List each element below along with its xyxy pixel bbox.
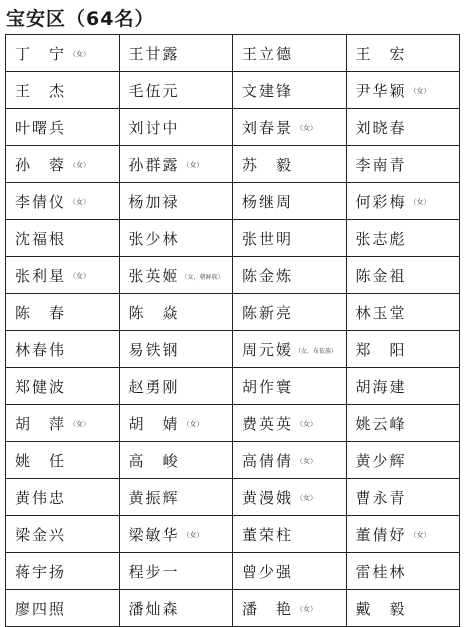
person-name: 张志彪 bbox=[355, 229, 407, 248]
person-name: 潘灿森 bbox=[128, 599, 180, 618]
person-note: （女） bbox=[296, 494, 318, 502]
person-name: 毛伍元 bbox=[128, 81, 180, 100]
table-row bbox=[6, 479, 460, 516]
name-cell bbox=[233, 294, 347, 331]
person-note: （女） bbox=[69, 50, 91, 58]
name-cell bbox=[119, 442, 233, 479]
name-cell bbox=[233, 590, 347, 627]
person-name: 陈 春 bbox=[15, 303, 67, 322]
table-row bbox=[6, 294, 460, 331]
person-note: （女） bbox=[69, 198, 91, 206]
name-cell bbox=[6, 516, 120, 553]
person-name: 雷桂林 bbox=[355, 562, 407, 581]
name-cell bbox=[6, 35, 120, 72]
name-cell bbox=[6, 183, 120, 220]
person-name: 沈福根 bbox=[15, 229, 67, 248]
name-list-table bbox=[5, 34, 460, 627]
name-cell bbox=[233, 109, 347, 146]
name-cell bbox=[346, 590, 460, 627]
name-cell bbox=[346, 405, 460, 442]
name-cell bbox=[6, 553, 120, 590]
person-name: 何彩梅 bbox=[355, 192, 407, 211]
person-name: 黄少辉 bbox=[355, 451, 407, 470]
person-name: 刘晓春 bbox=[355, 118, 407, 137]
person-name: 陈 焱 bbox=[128, 303, 180, 322]
person-note: （女） bbox=[69, 420, 91, 428]
name-cell bbox=[6, 590, 120, 627]
person-name: 高 峻 bbox=[128, 451, 180, 470]
name-cell bbox=[346, 331, 460, 368]
person-name: 赵勇刚 bbox=[128, 377, 180, 396]
person-name: 张少林 bbox=[128, 229, 180, 248]
table-row bbox=[6, 590, 460, 627]
name-cell bbox=[233, 183, 347, 220]
person-note: （女） bbox=[296, 605, 318, 613]
name-cell bbox=[233, 516, 347, 553]
name-cell bbox=[119, 109, 233, 146]
table-row bbox=[6, 331, 460, 368]
name-cell bbox=[233, 479, 347, 516]
person-name: 费英英 bbox=[242, 414, 294, 433]
person-name: 丁 宁 bbox=[15, 44, 67, 63]
person-note: （女） bbox=[296, 124, 318, 132]
person-name: 王甘露 bbox=[128, 44, 180, 63]
table-row bbox=[6, 220, 460, 257]
name-cell bbox=[233, 368, 347, 405]
name-cell bbox=[346, 72, 460, 109]
name-cell bbox=[119, 331, 233, 368]
name-cell bbox=[233, 146, 347, 183]
person-name: 林玉堂 bbox=[355, 303, 407, 322]
name-cell bbox=[6, 294, 120, 331]
person-name: 姚云峰 bbox=[355, 414, 407, 433]
person-name: 杨继周 bbox=[242, 192, 294, 211]
name-cell bbox=[119, 405, 233, 442]
name-cell bbox=[119, 35, 233, 72]
person-name: 叶曙兵 bbox=[15, 118, 67, 137]
name-list-body bbox=[6, 35, 460, 627]
name-cell bbox=[346, 516, 460, 553]
name-cell bbox=[346, 294, 460, 331]
person-note: （女） bbox=[182, 531, 204, 539]
person-name: 刘春景 bbox=[242, 118, 294, 137]
person-name: 刘讨中 bbox=[128, 118, 180, 137]
person-name: 梁敏华 bbox=[128, 525, 180, 544]
person-name: 曾少强 bbox=[242, 562, 294, 581]
name-cell bbox=[6, 331, 120, 368]
name-cell bbox=[233, 331, 347, 368]
person-name: 程步一 bbox=[128, 562, 180, 581]
name-cell bbox=[233, 220, 347, 257]
person-name: 孙群露 bbox=[128, 155, 180, 174]
table-row bbox=[6, 35, 460, 72]
name-cell bbox=[119, 146, 233, 183]
person-name: 梁金兴 bbox=[15, 525, 67, 544]
name-cell bbox=[233, 442, 347, 479]
document-title: 宝安区（64名） bbox=[6, 8, 155, 30]
name-cell bbox=[233, 405, 347, 442]
name-cell bbox=[233, 35, 347, 72]
table-row bbox=[6, 405, 460, 442]
name-cell bbox=[346, 146, 460, 183]
person-name: 王立德 bbox=[242, 44, 294, 63]
name-cell bbox=[346, 109, 460, 146]
table-row bbox=[6, 516, 460, 553]
person-note: （女） bbox=[182, 420, 204, 428]
person-name: 易铁钢 bbox=[128, 340, 180, 359]
person-name: 蒋宇扬 bbox=[15, 562, 67, 581]
person-name: 胡海建 bbox=[355, 377, 407, 396]
table-row bbox=[6, 368, 460, 405]
name-cell bbox=[119, 257, 233, 294]
name-cell bbox=[233, 257, 347, 294]
name-cell bbox=[119, 590, 233, 627]
name-cell bbox=[6, 257, 120, 294]
person-note: （女） bbox=[182, 161, 204, 169]
table-row bbox=[6, 257, 460, 294]
name-cell bbox=[233, 72, 347, 109]
table-row bbox=[6, 183, 460, 220]
name-cell bbox=[6, 146, 120, 183]
person-name: 王 宏 bbox=[355, 44, 407, 63]
name-cell bbox=[6, 72, 120, 109]
person-note: （女） bbox=[409, 531, 431, 539]
table-row bbox=[6, 553, 460, 590]
person-note: （女） bbox=[296, 457, 318, 465]
person-name: 廖四照 bbox=[15, 599, 67, 618]
person-name: 胡作寰 bbox=[242, 377, 294, 396]
person-name: 曹永青 bbox=[355, 488, 407, 507]
person-name: 胡 萍 bbox=[15, 414, 67, 433]
table-row bbox=[6, 146, 460, 183]
person-name: 潘 艳 bbox=[242, 599, 294, 618]
person-note: （女） bbox=[69, 272, 91, 280]
name-cell bbox=[119, 516, 233, 553]
name-cell bbox=[346, 257, 460, 294]
name-cell bbox=[119, 368, 233, 405]
person-name: 杨加禄 bbox=[128, 192, 180, 211]
person-name: 李南青 bbox=[355, 155, 407, 174]
person-name: 黄伟忠 bbox=[15, 488, 67, 507]
name-cell bbox=[6, 220, 120, 257]
person-name: 文建锋 bbox=[242, 81, 294, 100]
name-cell bbox=[119, 220, 233, 257]
person-name: 尹华颖 bbox=[355, 81, 407, 100]
person-note: （女，朝鲜族） bbox=[181, 273, 224, 281]
person-name: 周元媛 bbox=[242, 340, 294, 359]
person-name: 苏 毅 bbox=[242, 155, 294, 174]
table-row bbox=[6, 442, 460, 479]
person-name: 孙 蓉 bbox=[15, 155, 67, 174]
name-cell bbox=[119, 294, 233, 331]
person-name: 姚 任 bbox=[15, 451, 67, 470]
person-note: （女） bbox=[409, 198, 431, 206]
name-cell bbox=[346, 220, 460, 257]
person-note: （女） bbox=[296, 420, 318, 428]
person-note: （女，布依族） bbox=[295, 347, 338, 355]
person-name: 董倩妤 bbox=[355, 525, 407, 544]
person-name: 胡 婧 bbox=[128, 414, 180, 433]
person-name: 戴 毅 bbox=[355, 599, 407, 618]
person-name: 张世明 bbox=[242, 229, 294, 248]
name-cell bbox=[346, 553, 460, 590]
name-cell bbox=[119, 479, 233, 516]
name-cell bbox=[119, 553, 233, 590]
name-cell bbox=[233, 553, 347, 590]
person-note: （女） bbox=[409, 87, 431, 95]
name-cell bbox=[119, 183, 233, 220]
table-row bbox=[6, 72, 460, 109]
person-note: （女） bbox=[69, 161, 91, 169]
name-cell bbox=[346, 442, 460, 479]
name-cell bbox=[119, 72, 233, 109]
person-name: 李倩仪 bbox=[15, 192, 67, 211]
name-cell bbox=[346, 35, 460, 72]
name-cell bbox=[6, 442, 120, 479]
person-name: 郑健波 bbox=[15, 377, 67, 396]
name-cell bbox=[6, 109, 120, 146]
person-name: 林春伟 bbox=[15, 340, 67, 359]
name-cell bbox=[6, 479, 120, 516]
name-cell bbox=[6, 368, 120, 405]
person-name: 王 杰 bbox=[15, 81, 67, 100]
person-name: 董荣柱 bbox=[242, 525, 294, 544]
person-name: 郑 阳 bbox=[355, 340, 407, 359]
table-row bbox=[6, 109, 460, 146]
person-name: 陈金炼 bbox=[242, 266, 294, 285]
person-name: 黄振辉 bbox=[128, 488, 180, 507]
name-cell bbox=[346, 368, 460, 405]
person-name: 高倩倩 bbox=[242, 451, 294, 470]
person-name: 陈新亮 bbox=[242, 303, 294, 322]
name-cell bbox=[346, 183, 460, 220]
person-name: 张英姬 bbox=[128, 266, 180, 285]
name-cell bbox=[346, 479, 460, 516]
name-cell bbox=[6, 405, 120, 442]
person-name: 黄漫娥 bbox=[242, 488, 294, 507]
person-name: 张利星 bbox=[15, 266, 67, 285]
person-name: 陈金祖 bbox=[355, 266, 407, 285]
